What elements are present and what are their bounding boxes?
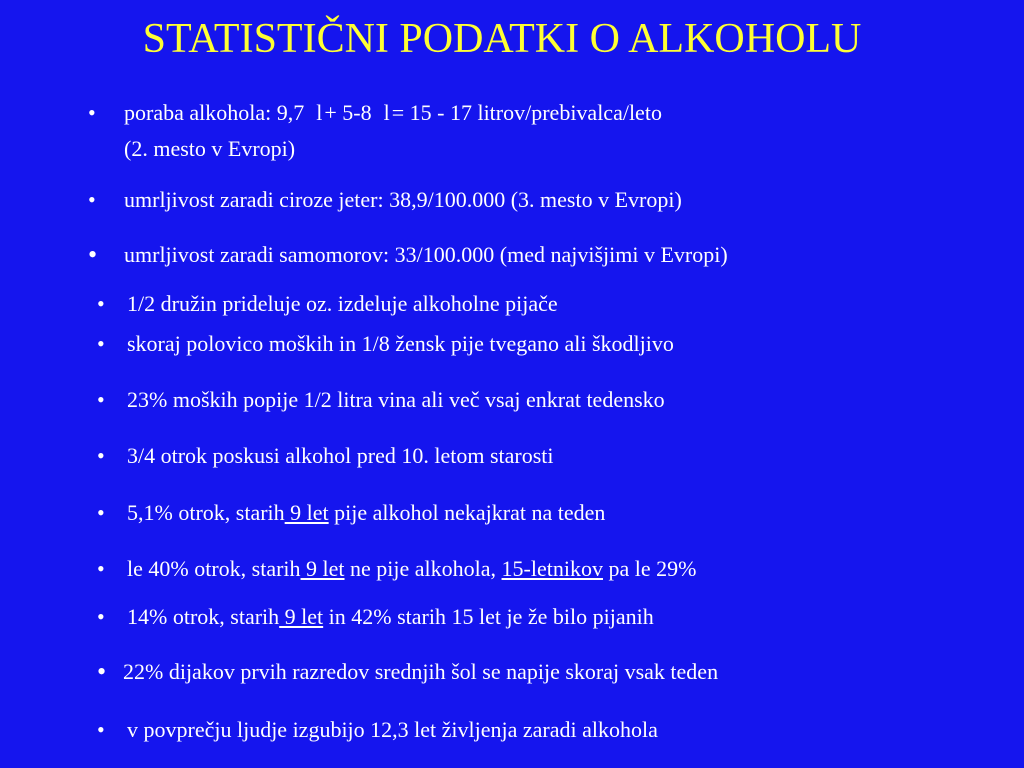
link-9-let[interactable]: 9 let [284,500,329,525]
bullet-icon: • [97,657,107,686]
unit-liter: l [383,100,390,125]
item-text: 5,1% otrok, starih [127,500,285,525]
bullet-icon: • [97,443,105,468]
bullet-icon: • [88,240,98,269]
item-text: umrljivost zaradi samomorov: 33/100.000 (med najvišjimi v Evropi) [124,242,728,267]
item-text: umrljivost zaradi ciroze jeter: 38,9/100.000 (3. mesto v Evropi) [124,187,682,212]
bullet-icon: • [88,187,96,212]
item-text: pa le 29% [602,556,697,581]
item-text: = 15 - 17 litrov/prebivalca/leto [391,100,662,125]
link-15-letnikov[interactable]: 15-letnikov [501,556,603,581]
item-text: 3/4 otrok poskusi alkohol pred 10. letom starosti [127,443,554,468]
slide-title: STATISTIČNI PODATKI O ALKOHOLU [142,16,862,62]
item-text: pije alkohol nekajkrat na teden [328,500,606,525]
bullet-icon: • [97,387,105,412]
bullet-icon: • [97,291,105,316]
bullet-icon: • [97,717,105,742]
bullet-icon: • [88,100,96,125]
item-text-line2: (2. mesto v Evropi) [124,136,296,161]
item-text: skoraj polovico moških in 1/8 žensk pije tvegano ali škodljivo [127,331,674,356]
item-text: 22% dijakov prvih razredov srednjih šol se napije skoraj vsak teden [123,659,719,684]
item-text: 1/2 družin prideluje oz. izdeluje alkoholne pijače [127,291,558,316]
unit-liter: l [316,100,323,125]
item-text: in 42% starih 15 let je že bilo pijanih [323,604,654,629]
item-text: poraba alkohola: 9,7 [124,100,305,125]
item-text: v povprečju ljudje izgubijo 12,3 let življenja zaradi alkohola [127,717,658,742]
item-text: le 40% otrok, starih [127,556,301,581]
link-9-let[interactable]: 9 let [300,556,345,581]
item-text: 14% otrok, starih [127,604,280,629]
bullet-icon: • [97,500,105,525]
item-text: ne pije alkohola, [344,556,502,581]
item-text: + 5-8 [324,100,372,125]
bullet-icon: • [97,556,105,581]
bullet-icon: • [97,331,105,356]
link-9-let[interactable]: 9 let [279,604,324,629]
bullet-icon: • [97,604,105,629]
list-item [88,96,888,168]
item-text: 23% moških popije 1/2 litra vina ali več vsaj enkrat tedensko [127,387,665,412]
